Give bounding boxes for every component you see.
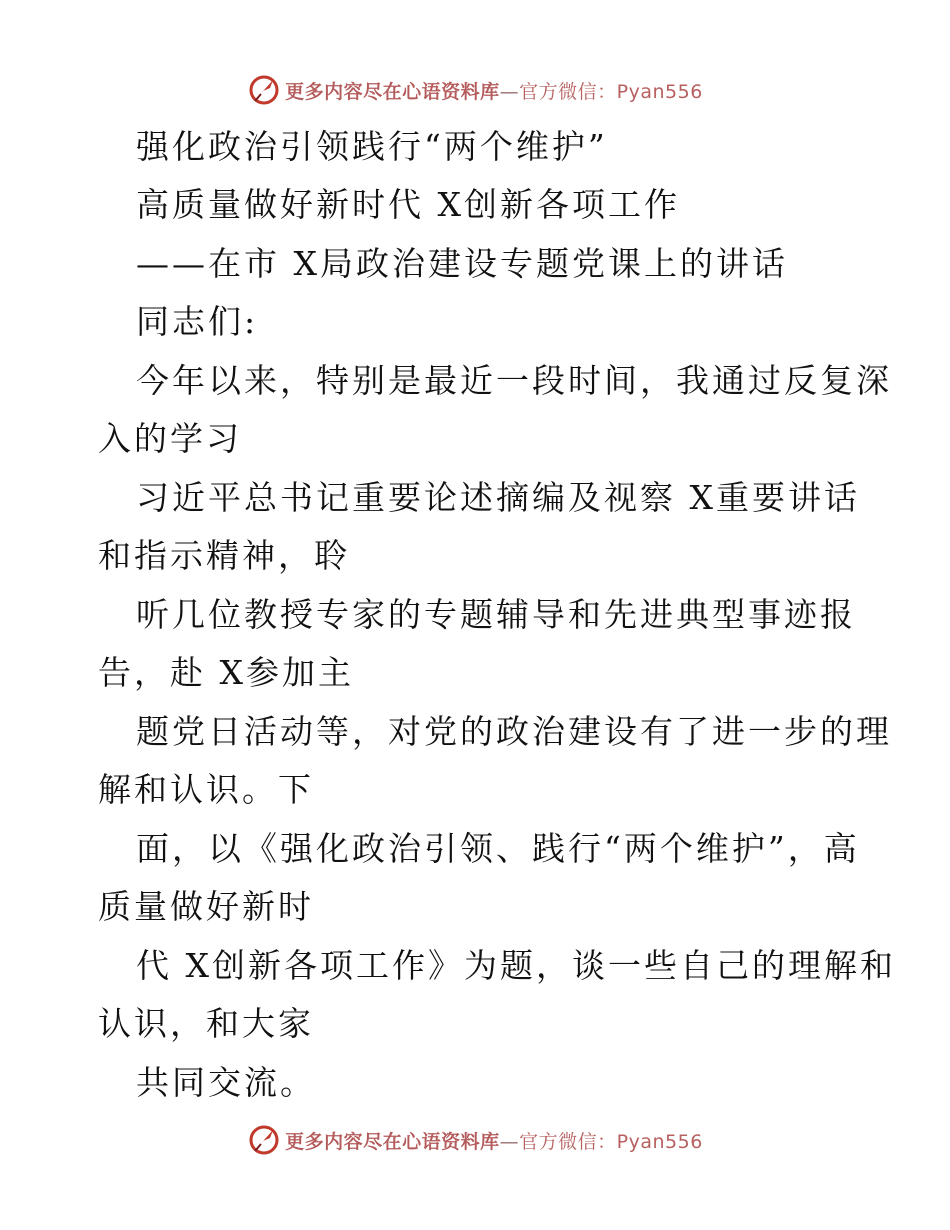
watermark-header <box>0 70 950 110</box>
watermark-dash: — <box>499 80 520 103</box>
body-line: 入的学习 <box>98 419 242 458</box>
watermark-main: 更多内容尽在心语资料库 <box>285 1130 500 1153</box>
body-line: 告，赴 X参加主 <box>98 653 354 692</box>
body-line: 习近平总书记重要论述摘编及视察 X重要讲话 <box>136 478 860 517</box>
watermark-main: 更多内容尽在心语资料库 <box>285 80 500 103</box>
body-line: 面，以《强化政治引领、践行“两个维护”，高 <box>136 829 860 868</box>
body-line: 质量做好新时 <box>98 887 314 926</box>
watermark-sub: 官方微信：Pyan556 <box>519 1130 703 1153</box>
salutation: 同志们: <box>136 302 259 341</box>
title-line-1: 强化政治引领践行“两个维护” <box>136 127 608 166</box>
body-line: 代 X创新各项工作》为题，谈一些自己的理解和 <box>136 946 896 985</box>
quill-logo-icon <box>247 1123 281 1157</box>
body-line: 今年以来，特别是最近一段时间，我通过反复深 <box>136 361 892 400</box>
title-line-2: 高质量做好新时代 X创新各项工作 <box>136 185 680 224</box>
body-line: 和指示精神，聆 <box>98 536 350 575</box>
body-line: 解和认识。下 <box>98 770 314 809</box>
watermark-text <box>285 1127 703 1154</box>
quill-logo-icon <box>247 73 281 107</box>
body-line: 听几位教授专家的专题辅导和先进典型事迹报 <box>136 595 856 634</box>
watermark-dash: — <box>499 1130 520 1153</box>
watermark-footer <box>0 1120 950 1160</box>
subtitle-line: ——在市 X局政治建设专题党课上的讲话 <box>136 244 788 283</box>
watermark-sub: 官方微信：Pyan556 <box>519 80 703 103</box>
body-line: 共同交流。 <box>136 1063 316 1102</box>
body-line: 题党日活动等，对党的政治建设有了进一步的理 <box>136 712 892 751</box>
body-line: 认识，和大家 <box>98 1004 314 1043</box>
watermark-text <box>285 77 703 104</box>
